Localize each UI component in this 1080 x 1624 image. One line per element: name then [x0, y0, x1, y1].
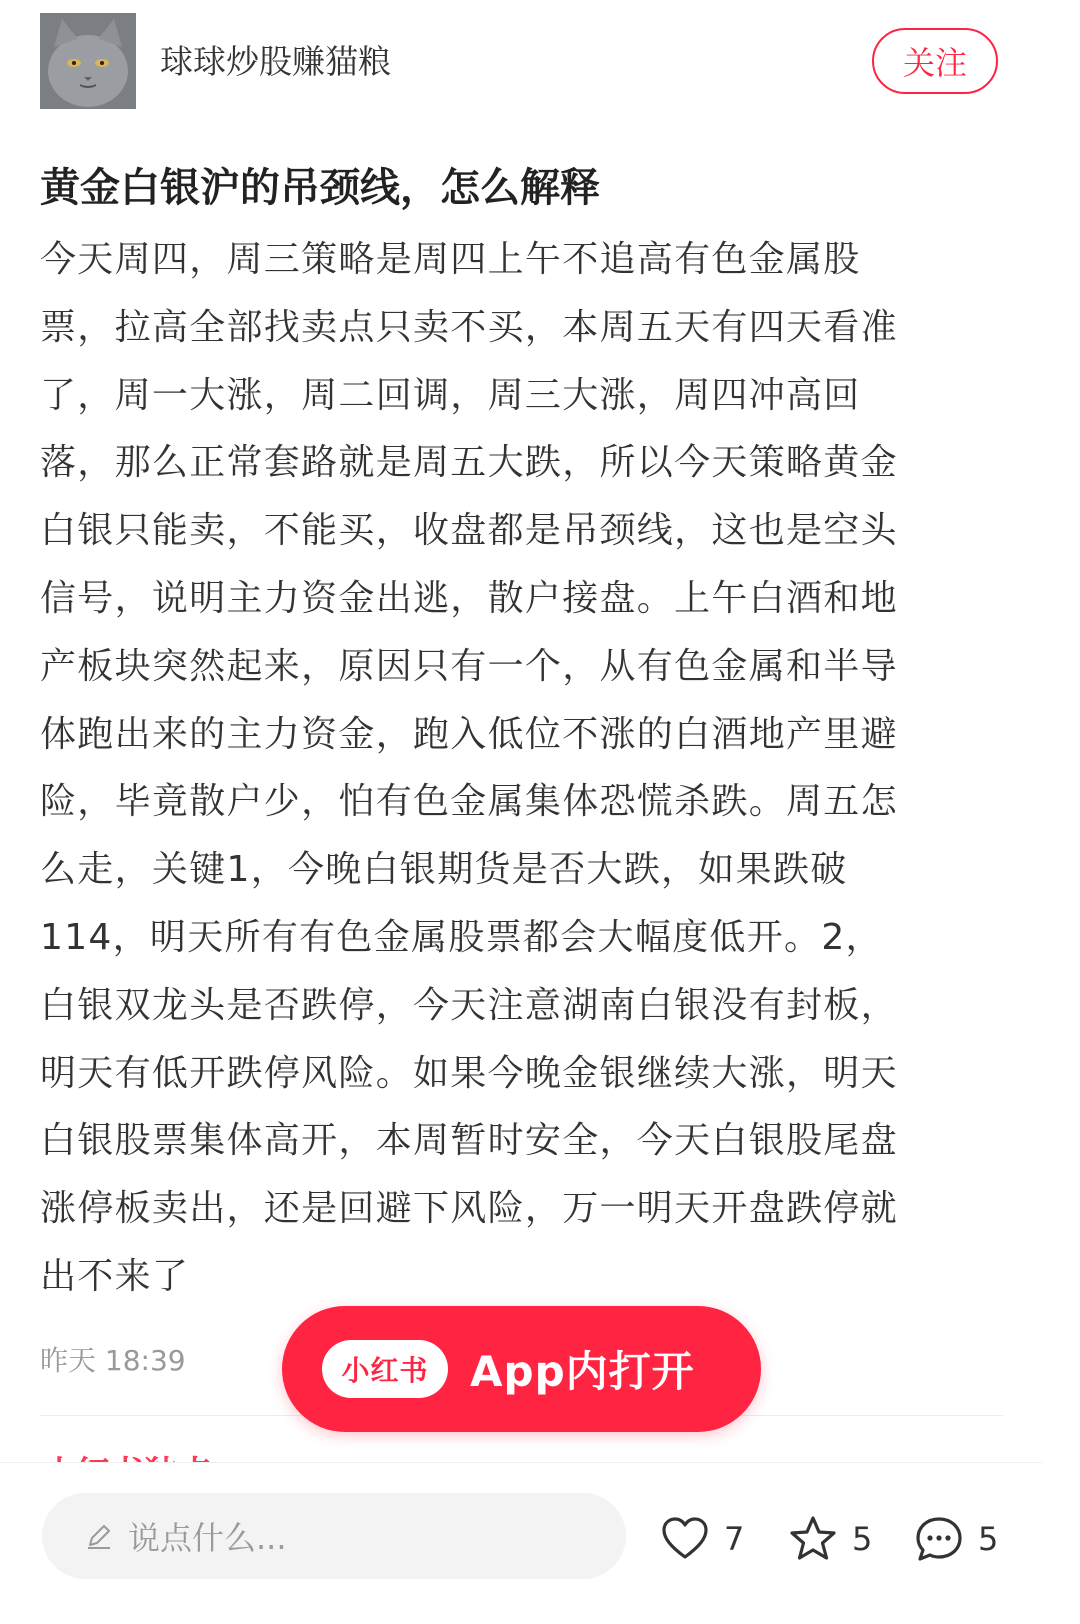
comment-button[interactable] [914, 1511, 998, 1567]
xiaohongshu-logo: 小红书 [322, 1340, 448, 1398]
post-header [0, 0, 1043, 124]
heart-icon [660, 1514, 710, 1564]
collect-button[interactable] [788, 1511, 872, 1567]
follow-button[interactable]: 关注 [872, 28, 998, 94]
bottom-action-bar [0, 1462, 1043, 1569]
cat-avatar-image [40, 13, 136, 109]
author-username[interactable]: 球球炒股赚猫粮 [160, 42, 391, 81]
like-button[interactable] [660, 1511, 744, 1567]
comment-placeholder: 说点什么... [128, 1519, 287, 1557]
comment-count: 5 [978, 1520, 999, 1558]
post-title: 黄金白银沪的吊颈线，怎么解释 [40, 165, 600, 211]
open-in-app-label: App内打开 [470, 1347, 695, 1396]
collect-count: 5 [852, 1520, 873, 1558]
chat-bubble-icon [914, 1514, 964, 1564]
pencil-icon [84, 1521, 114, 1551]
comment-input[interactable] [42, 1493, 626, 1579]
avatar[interactable] [40, 13, 136, 109]
like-count: 7 [724, 1520, 745, 1558]
post-body: 今天周四，周三策略是周四上午不追高有色金属股 票，拉高全部找卖点只卖不买，本周五天有四天看准 了，周一大涨，周二回调，周三大涨，周四冲高回 落，那么正常套路就是周五大跌，所以今天策略黄金 白银只能卖，不能买，收盘都是吊颈线，这也是空头 信号，说明主力资金出逃，散户接盘。上午白酒和地 产板块突然起来，原因只有一个，从有色金属和半导 体跑出来的主力资金，跑入低位不涨的白酒地产里避 险，毕竟散户少，怕有色金属集体恐慌杀跌。周五怎 么走，关键1，今晚白银期货是否大跌，如果跌破 114，明天所有有色金属股票都会大幅度低开。2， 白银双龙头是否跌停，今天注意湖南白银没有封板， 明天有低开跌停风险。如果今晚金银继续大涨，明天 白银股票集体高开，本周暂时安全，今天白银股尾盘 涨停板卖出，还是回避下风险，万一明天开盘跌停就 出不来了 [40, 239, 898, 1297]
open-in-app-button[interactable] [282, 1306, 761, 1432]
post-timestamp: 昨天 18:39 [40, 1344, 186, 1377]
section-heading-peek [42, 1438, 302, 1464]
star-icon [788, 1514, 838, 1564]
